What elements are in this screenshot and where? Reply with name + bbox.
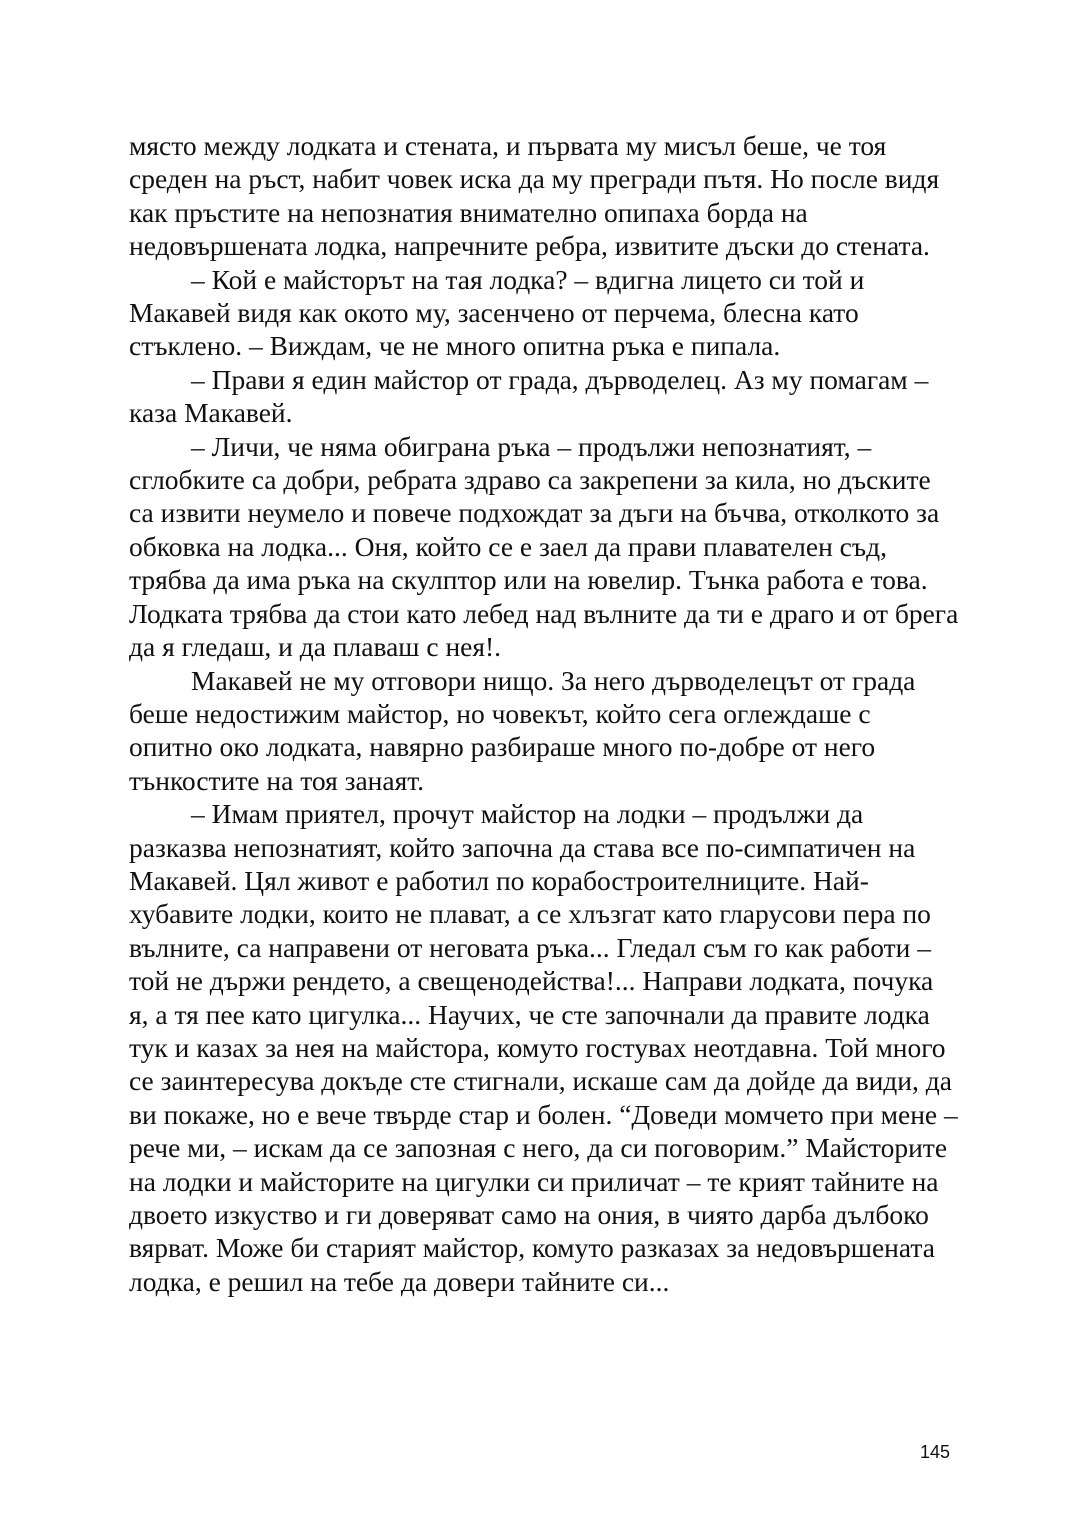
page-number: 145 (919, 1442, 950, 1462)
paragraph-dialogue: – Имам приятел, прочут майстор на лодки – продължи да разказва непознатият, който започна да става все по-симпатичен на Макавей. Цял живот е работил по корабостроителниците. Най-хубавите лодки, които не плават, а се хлъзгат като гларусови пера по вълните, са направени от неговата ръка... Гледал съм го как работи – той не държи рендето, а свещенодейства!... Направи лодката, почука я, а тя пее като цигулка... Научих, че сте започнали да правите лодка тук и казах за нея на майстора, комуто гостувах неотдавна. Той много се заинтересува докъде сте стигнали, искаше сам да дойде да види, да ви покаже, но е вече твърде стар и болен. “Доведи момчето при мене – рече ми, – искам да се запозная с него, да си поговорим.” Майсторите на лодки и майсторите на цигулки си приличат – те крият тайните на двоето изкуство и ги доверяват само на ония, в чиято дарба дълбоко вярват. Може би старият майстор, комуто разказах за недовършената лодка, е решил на тебе да довери тайните си... (129, 798, 958, 1297)
body-text (129, 129, 959, 1298)
paragraph-dialogue: – Прави я един майстор от града, дърводелец. Аз му помагам – каза Макавей. (129, 363, 929, 429)
paragraph-narration: Макавей не му отговори нищо. За него дърводелецът от града беше недостижим майстор, но човекът, който сега оглеждаше с опитно око лодката, навярно разбираше много по-добре от него тънкостите на тоя занаят. (129, 664, 916, 796)
paragraph-continuation: място между лодката и стената, и първата му мисъл беше, че тоя среден на ръст, набит човек иска да му прегради пътя. Но после видя как пръстите на непознатия внимателно опипаха борда на недовършената лодка, напречните ребра, извитите дъски до стената. (129, 130, 940, 262)
paragraph-dialogue: – Кой е майсторът на тая лодка? – вдигна лицето си той и Макавей видя как окото му, засенчено от перчема, блесна като стъклено. – Виждам, че не много опитна ръка е пипала. (129, 263, 865, 362)
paragraph-dialogue: – Личи, че няма обиграна ръка – продължи непознатият, – сглобките са добри, ребрата здраво са закрепени за кила, но дъските са извити неумело и повече подхождат за дъги на бъчва, отколкото за обковка на лодка... Оня, който се е заел да прави плавателен съд, трябва да има ръка на скулптор или на ювелир. Тънка работа е това. Лодката трябва да стои като лебед над вълните да ти е драго и от брега да я гледаш, и да плаваш с нея!. (129, 430, 959, 663)
